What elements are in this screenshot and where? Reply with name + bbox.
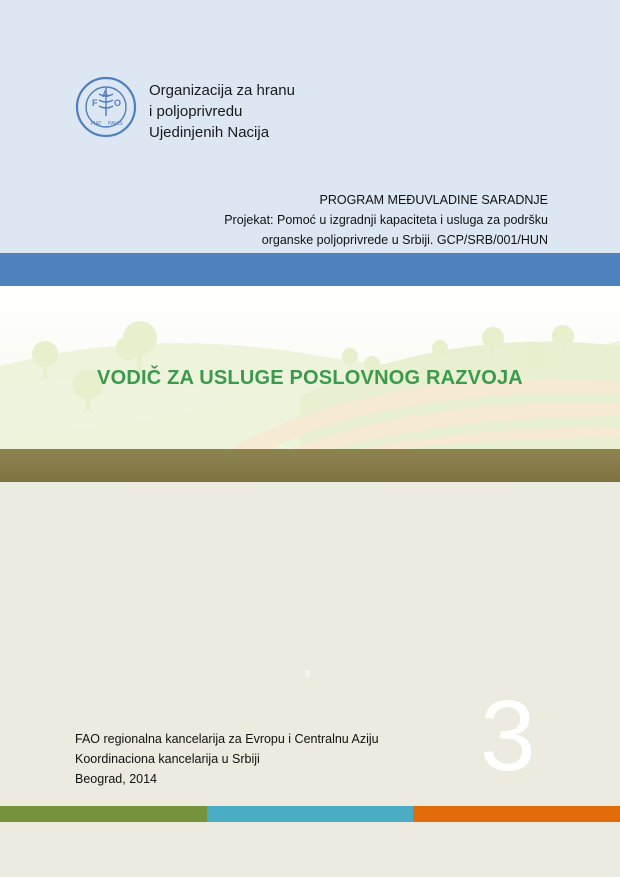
- program-title: PROGRAM MEĐUVLADINE SARADNJE: [319, 193, 548, 207]
- project-line-1: Projekat: Pomoć u izgradnji kapaciteta i usluga za podršku: [224, 213, 548, 227]
- stripe-orange: [413, 806, 620, 822]
- olive-divider-band: [0, 449, 620, 482]
- svg-text:A: A: [102, 89, 109, 99]
- project-line-2: organske poljoprivrede u Srbiji. GCP/SRB/001/HUN: [261, 233, 548, 247]
- office-info: [75, 729, 379, 789]
- fao-logo-icon: [75, 76, 137, 138]
- volume-number: 3: [480, 680, 536, 792]
- color-stripes: [0, 806, 620, 822]
- org-name-line-2: i poljoprivredu: [149, 103, 243, 120]
- document-title: VODIČ ZA USLUGE POSLOVNOG RAZVOJA: [97, 367, 523, 389]
- svg-text:F: F: [92, 98, 98, 108]
- blue-divider-band: [0, 253, 620, 286]
- office-line-3: Beograd, 2014: [75, 772, 158, 786]
- program-info: [224, 190, 548, 250]
- org-name-line-1: Organizacija za hranu: [149, 82, 295, 99]
- page-mark: 8: [305, 669, 311, 679]
- org-name-line-3: Ujedinjenih Nacija: [149, 124, 270, 141]
- office-line-1: FAO regionalna kancelarija za Evropu i Centralnu Aziju: [75, 732, 379, 746]
- svg-text:FIAT: FIAT: [91, 121, 102, 127]
- organization-name: [149, 80, 295, 143]
- stripe-green: [0, 806, 207, 822]
- stripe-cyan: [207, 806, 414, 822]
- office-line-2: Koordinaciona kancelarija u Srbiji: [75, 752, 260, 766]
- svg-text:PANIS: PANIS: [108, 121, 123, 127]
- svg-text:O: O: [114, 98, 122, 108]
